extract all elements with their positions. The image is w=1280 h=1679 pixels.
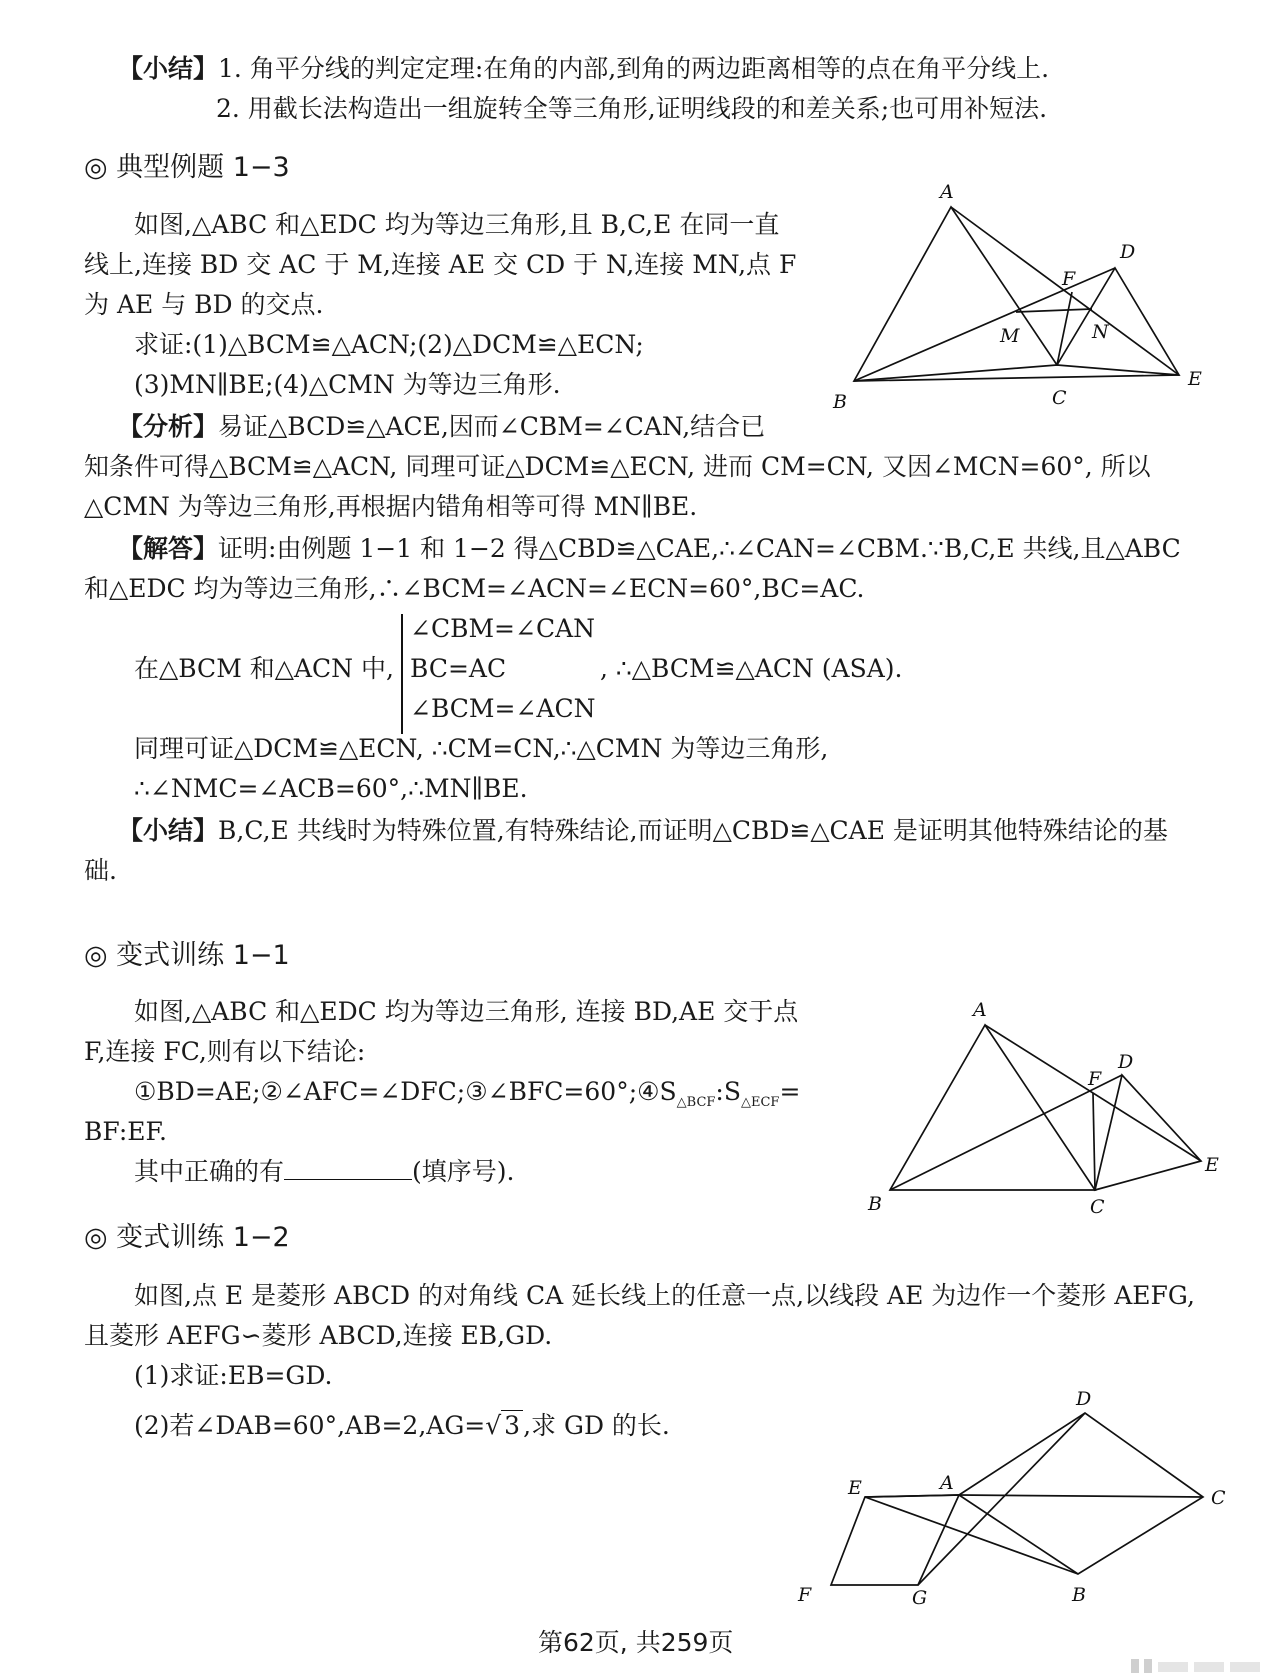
example-summary-tag: 【小结】 bbox=[118, 816, 219, 845]
congruence-conclusion: , ∴△BCM≌△ACN (ASA). bbox=[600, 654, 903, 683]
fig3-label-b: B bbox=[1072, 1584, 1086, 1606]
variant11-line-1: 如图,△ABC 和△EDC 均为等边三角形, 连接 BD,AE 交于点 bbox=[134, 997, 799, 1026]
example-para-2: 线上,连接 BD 交 AC 于 M,连接 AE 交 CD 于 N,连接 MN,点 F bbox=[84, 250, 797, 279]
variant12-heading: ◎ 变式训练 1−2 bbox=[84, 1222, 290, 1253]
example-para-3: 为 AE 与 BD 的交点. bbox=[84, 290, 324, 319]
variant11-line-3: $①BD=AE;②\angle AFC=\angle DFC;③\angle BFC=60^\circ;④S_{\triangle BCF}:S_{\triangle ECF}=$ bbox=[134, 1077, 801, 1110]
answer-line-1: 【解答】证明:由例题 1−1 和 1−2 得△CBD≌△CAE,∴∠CAN=∠CBM.∵B,C,E 共线,且△ABC bbox=[118, 534, 1181, 563]
fig2-label-e: E bbox=[1205, 1154, 1219, 1176]
answer-line-2: 和△EDC 均为等边三角形,∴∠BCM=∠ACN=∠ECN=60°,BC=AC. bbox=[84, 574, 865, 603]
fig3-label-a: A bbox=[940, 1472, 954, 1494]
answer-tag: 【解答】 bbox=[118, 534, 219, 563]
fig2-label-a: A bbox=[973, 999, 987, 1021]
fig2-label-f: F bbox=[1088, 1068, 1102, 1090]
in-triangle-text: 在△BCM 和△ACN 中, bbox=[134, 654, 394, 683]
line-gd bbox=[918, 1413, 1085, 1585]
example-prove-2: (3)MN∥BE;(4)△CMN 为等边三角形. bbox=[134, 370, 561, 399]
system-line-3: ∠BCM=∠ACN bbox=[410, 694, 596, 723]
fig2-label-c: C bbox=[1090, 1196, 1105, 1218]
fig1-label-b: B bbox=[833, 391, 847, 413]
fig1-label-m: M bbox=[1000, 325, 1020, 347]
line-eb bbox=[865, 1497, 1078, 1574]
fig3-label-f: F bbox=[798, 1584, 812, 1606]
page-scrollbar[interactable] bbox=[1126, 1650, 1260, 1662]
variant12-line-2: 且菱形 AEFG∽菱形 ABCD,连接 EB,GD. bbox=[84, 1321, 553, 1350]
scroll-track[interactable] bbox=[1158, 1662, 1188, 1672]
scroll-track-3[interactable] bbox=[1230, 1662, 1260, 1672]
variant12-line-1: 如图,点 E 是菱形 ABCD 的对角线 CA 延长线上的任意一点,以线段 AE 为边作一个菱形 AEFG, bbox=[134, 1281, 1195, 1310]
fig1-label-f: F bbox=[1062, 268, 1076, 290]
final-line: ∴∠NMC=∠ACB=60°,∴MN∥BE. bbox=[134, 774, 528, 803]
example-para-1: 如图,△ABC 和△EDC 均为等边三角形,且 B,C,E 在同一直 bbox=[134, 210, 780, 239]
example-prove-1: 求证:(1)△BCM≌△ACN;(2)△DCM≌△ECN; bbox=[134, 330, 644, 359]
summary-line-2: 2. 用截长法构造出一组旋转全等三角形,证明线段的和差关系;也可用补短法. bbox=[216, 94, 1048, 123]
summary-line-1: 【小结】1. 角平分线的判定定理:在角的内部,到角的两边距离相等的点在角平分线上. bbox=[118, 54, 1050, 83]
fig1-label-d: D bbox=[1120, 241, 1136, 263]
example-summary-line-1: 【小结】B,C,E 共线时为特殊位置,有特殊结论,而证明△CBD≌△CAE 是证明其他特殊结论的基 bbox=[118, 816, 1168, 845]
variant12-q1: (1)求证:EB=GD. bbox=[134, 1361, 333, 1390]
fig3-label-c: C bbox=[1211, 1487, 1226, 1509]
analysis-line-2: 知条件可得△BCM≌△ACN, 同理可证△DCM≌△ECN, 进而 CM=CN, 又因∠MCN=60°, 所以 bbox=[84, 452, 1151, 481]
example-heading: ◎ 典型例题 1−3 bbox=[84, 152, 290, 183]
scroll-track-2[interactable] bbox=[1194, 1662, 1224, 1672]
analysis-tag: 【分析】 bbox=[118, 412, 219, 441]
variant11-line-2: F,连接 FC,则有以下结论: bbox=[84, 1037, 366, 1066]
analysis-line-1: 【分析】易证△BCD≌△ACE,因而∠CBM=∠CAN,结合已 bbox=[118, 412, 766, 441]
line-ac bbox=[959, 1495, 1203, 1497]
variant12-q2: (2)若∠DAB=60°,AB=2,AG=√ 3 ,求 GD 的长. bbox=[134, 1411, 670, 1440]
fig1-label-n: N bbox=[1092, 321, 1109, 343]
fig3-label-g: G bbox=[912, 1587, 928, 1609]
fig3-label-d: D bbox=[1076, 1388, 1092, 1410]
fig1-label-c: C bbox=[1052, 387, 1067, 409]
system-line-1: ∠CBM=∠CAN bbox=[410, 614, 595, 643]
variant11-line-5: 其中正确的有 (填序号). bbox=[134, 1157, 515, 1186]
line-ea bbox=[865, 1495, 959, 1497]
fig1-label-a: A bbox=[940, 181, 954, 203]
summary-tag: 【小结】 bbox=[118, 54, 219, 83]
fig2-label-d: D bbox=[1118, 1051, 1134, 1073]
fig1-label-e: E bbox=[1188, 368, 1202, 390]
fig3-label-e: E bbox=[848, 1477, 862, 1499]
variant11-heading: ◎ 变式训练 1−1 bbox=[84, 940, 290, 971]
system-line-2: BC=AC bbox=[410, 654, 507, 683]
analysis-line-3: △CMN 为等边三角形,再根据内错角相等可得 MN∥BE. bbox=[84, 492, 698, 521]
example-summary-line-2: 础. bbox=[84, 856, 117, 885]
page-number: 第62页, 共259页 bbox=[538, 1628, 734, 1657]
rhombus-abcd bbox=[959, 1413, 1203, 1574]
fig2-label-b: B bbox=[868, 1193, 882, 1215]
similarly-line: 同理可证△DCM≌△ECN, ∴CM=CN,∴△CMN 为等边三角形, bbox=[134, 734, 829, 763]
variant11-line-4: BF:EF. bbox=[84, 1117, 167, 1146]
scroll-thumb-2[interactable] bbox=[1144, 1659, 1152, 1673]
scroll-thumb-1[interactable] bbox=[1131, 1659, 1139, 1673]
